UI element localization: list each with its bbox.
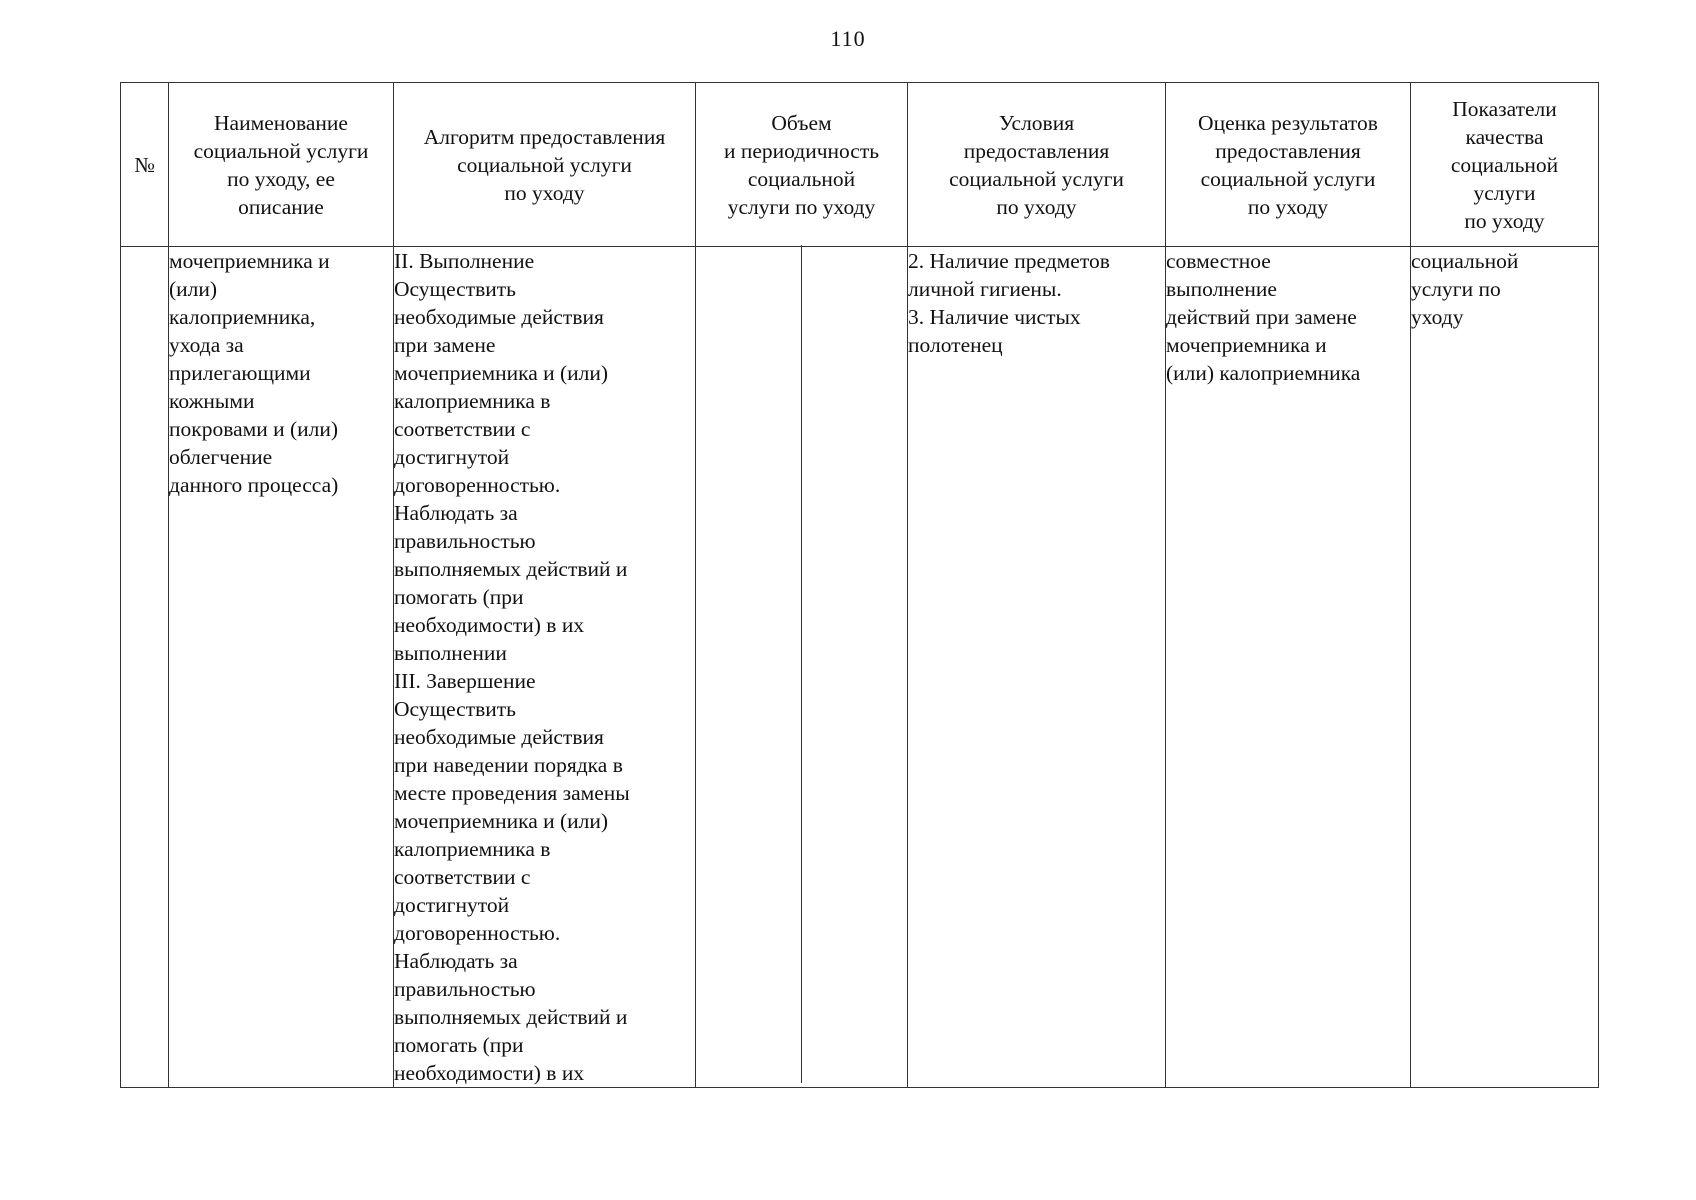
header-algorithm: Алгоритм предоставления социальной услуги по уходу: [394, 83, 696, 247]
header-volume: Объем и периодичность социальной услуги по уходу: [696, 83, 908, 247]
table-row: [121, 247, 1599, 1088]
cell-evaluation: совместное выполнение действий при замене мочеприемника и (или) калоприемника: [1166, 247, 1411, 1088]
services-table: [120, 82, 1599, 1088]
volume-split: [686, 245, 917, 1085]
header-quality: Показатели качества социальной услуги по уходу: [1411, 83, 1599, 247]
cell-algorithm: II. Выполнение Осуществить необходимые действия при замене мочеприемника и (или) калоприемника в соответствии с достигнутой договоренностью. Наблюдать за правильностью выполняемых действий и помогать (при необходимости) в их выполнении III. Завершение Осуществить необходимые действия при наведении порядка в месте проведения замены мочеприемника и (или) калоприемника в соответствии с достигнутой договоренностью. Наблюдать за правильностью выполняемых действий и помогать (при необходимости) в их: [394, 247, 696, 1088]
cell-volume-right: [801, 245, 917, 1083]
header-evaluation: Оценка результатов предоставления социальной услуги по уходу: [1166, 83, 1411, 247]
table-header-row: [121, 83, 1599, 247]
header-number: №: [121, 83, 169, 247]
cell-service-name: мочеприемника и (или) калоприемника, ухода за прилегающими кожными покровами и (или) облегчение данного процесса): [169, 247, 394, 1088]
cell-conditions: 2. Наличие предметов личной гигиены. 3. Наличие чистых полотенец: [908, 247, 1166, 1088]
cell-volume: [696, 247, 908, 1088]
cell-volume-left: [686, 245, 801, 1083]
header-service-name: Наименование социальной услуги по уходу, ее описание: [169, 83, 394, 247]
cell-quality: социальной услуги по уходу: [1411, 247, 1599, 1088]
page-number: 110: [830, 26, 866, 51]
header-conditions: Условия предоставления социальной услуги по уходу: [908, 83, 1166, 247]
cell-number: [121, 247, 169, 1088]
